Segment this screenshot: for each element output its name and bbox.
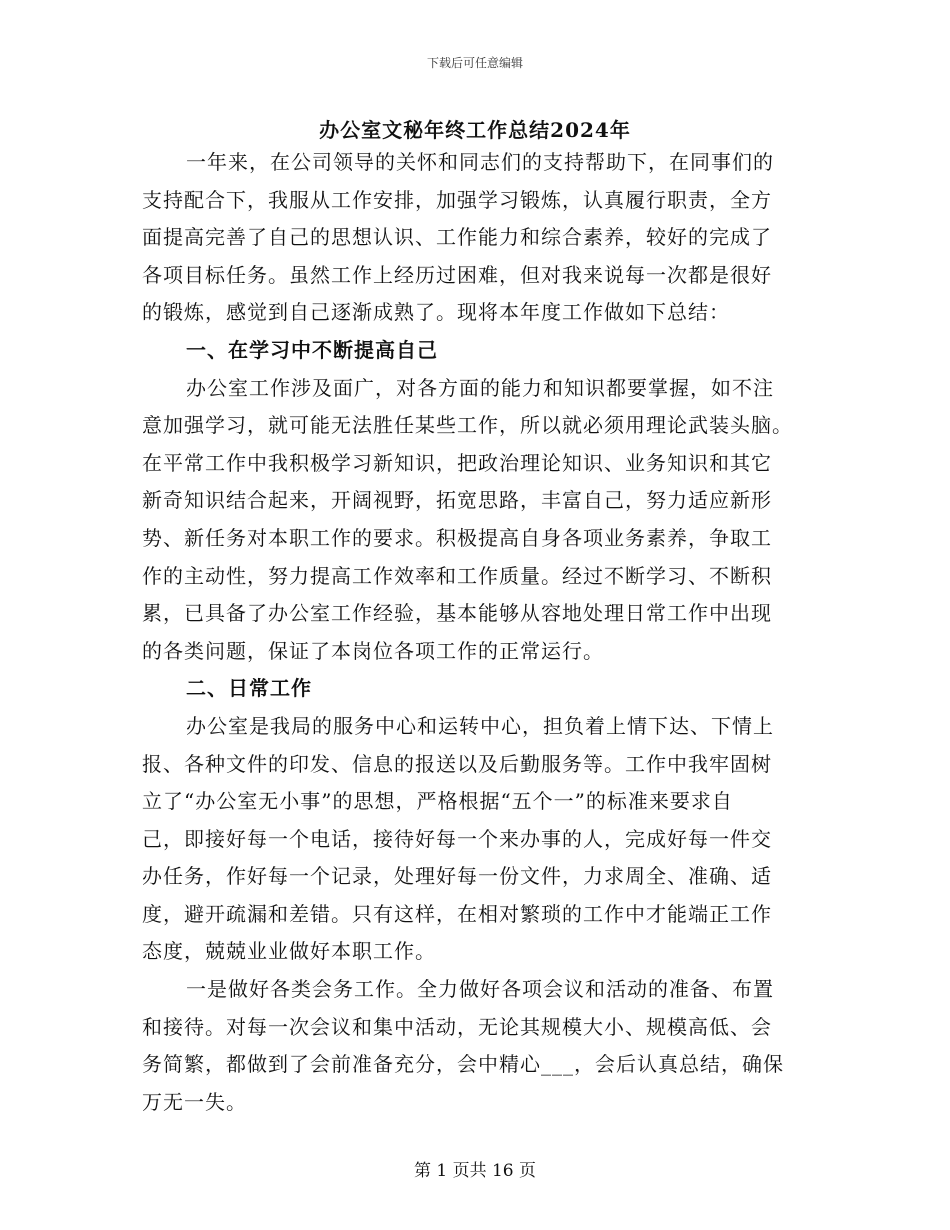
- body-line: 各项目标任务。虽然工作上经历过困难，但对我来说每一次都是很好: [142, 262, 772, 287]
- body-line: 一是做好各类会务工作。全力做好各项会议和活动的准备、布置: [186, 977, 774, 1002]
- body-line: 办公室工作涉及面广，对各方面的能力和知识都要掌握，如不注: [186, 375, 774, 400]
- body-line: 己，即接好每一个电话，接待好每一个来办事的人，完成好每一件交: [142, 826, 772, 851]
- page-footer: 第 1 页共 16 页: [413, 1161, 537, 1181]
- header-note: 下载后可任意编辑: [426, 56, 523, 70]
- body-line: 新奇知识结合起来，开阔视野，拓宽思路，丰富自己，努力适应新形: [142, 488, 772, 513]
- body-line: 办公室是我局的服务中心和运转中心，担负着上情下达、下情上: [186, 713, 774, 738]
- body-line: 面提高完善了自己的思想认识、工作能力和综合素养，较好的完成了: [142, 225, 772, 250]
- document-title: 办公室文秘年终工作总结2024年: [319, 118, 631, 142]
- body-line: 势、新任务对本职工作的要求。积极提高自身各项业务素养，争取工: [142, 525, 772, 550]
- body-line: 在平常工作中我积极学习新知识，把政治理论知识、业务知识和其它: [142, 450, 772, 475]
- body-line: 立了“办公室无小事”的思想，严格根据“五个一”的标准来要求自: [142, 789, 733, 814]
- body-line: 累，已具备了办公室工作经验，基本能够从容地处理日常工作中出现: [142, 601, 772, 626]
- body-line: 报、各种文件的印发、信息的报送以及后勤服务等。工作中我牢固树: [142, 751, 772, 776]
- body-line: 务简繁，都做到了会前准备充分，会中精心___，会后认真总结，确保: [142, 1052, 784, 1077]
- body-line: 度，避开疏漏和差错。只有这样，在相对繁琐的工作中才能端正工作: [142, 901, 772, 926]
- body-line: 意加强学习，就可能无法胜任某些工作，所以就必须用理论武装头脑。: [142, 413, 793, 438]
- body-line: 的各类问题，保证了本岗位各项工作的正常运行。: [142, 638, 604, 663]
- body-line: 的锻炼，感觉到自己逐渐成熟了。现将本年度工作做如下总结：: [142, 300, 730, 325]
- document-body: [142, 144, 808, 1121]
- body-line: 态度，兢兢业业做好本职工作。: [142, 939, 436, 964]
- body-line: 万无一失。: [142, 1089, 247, 1114]
- body-line: 一年来，在公司领导的关怀和同志们的支持帮助下，在同事们的: [186, 150, 774, 174]
- section-heading: 一、在学习中不断提高自己: [186, 337, 438, 362]
- body-line: 和接待。对每一次会议和集中活动，无论其规模大小、规模高低、会: [142, 1014, 772, 1039]
- body-line: 作的主动性，努力提高工作效率和工作质量。经过不断学习、不断积: [142, 563, 772, 588]
- body-line: 支持配合下，我服从工作安排，加强学习锻炼，认真履行职责，全方: [142, 187, 772, 212]
- section-heading: 二、日常工作: [186, 676, 312, 701]
- body-line: 办任务，作好每一个记录，处理好每一份文件，力求周全、准确、适: [142, 864, 772, 889]
